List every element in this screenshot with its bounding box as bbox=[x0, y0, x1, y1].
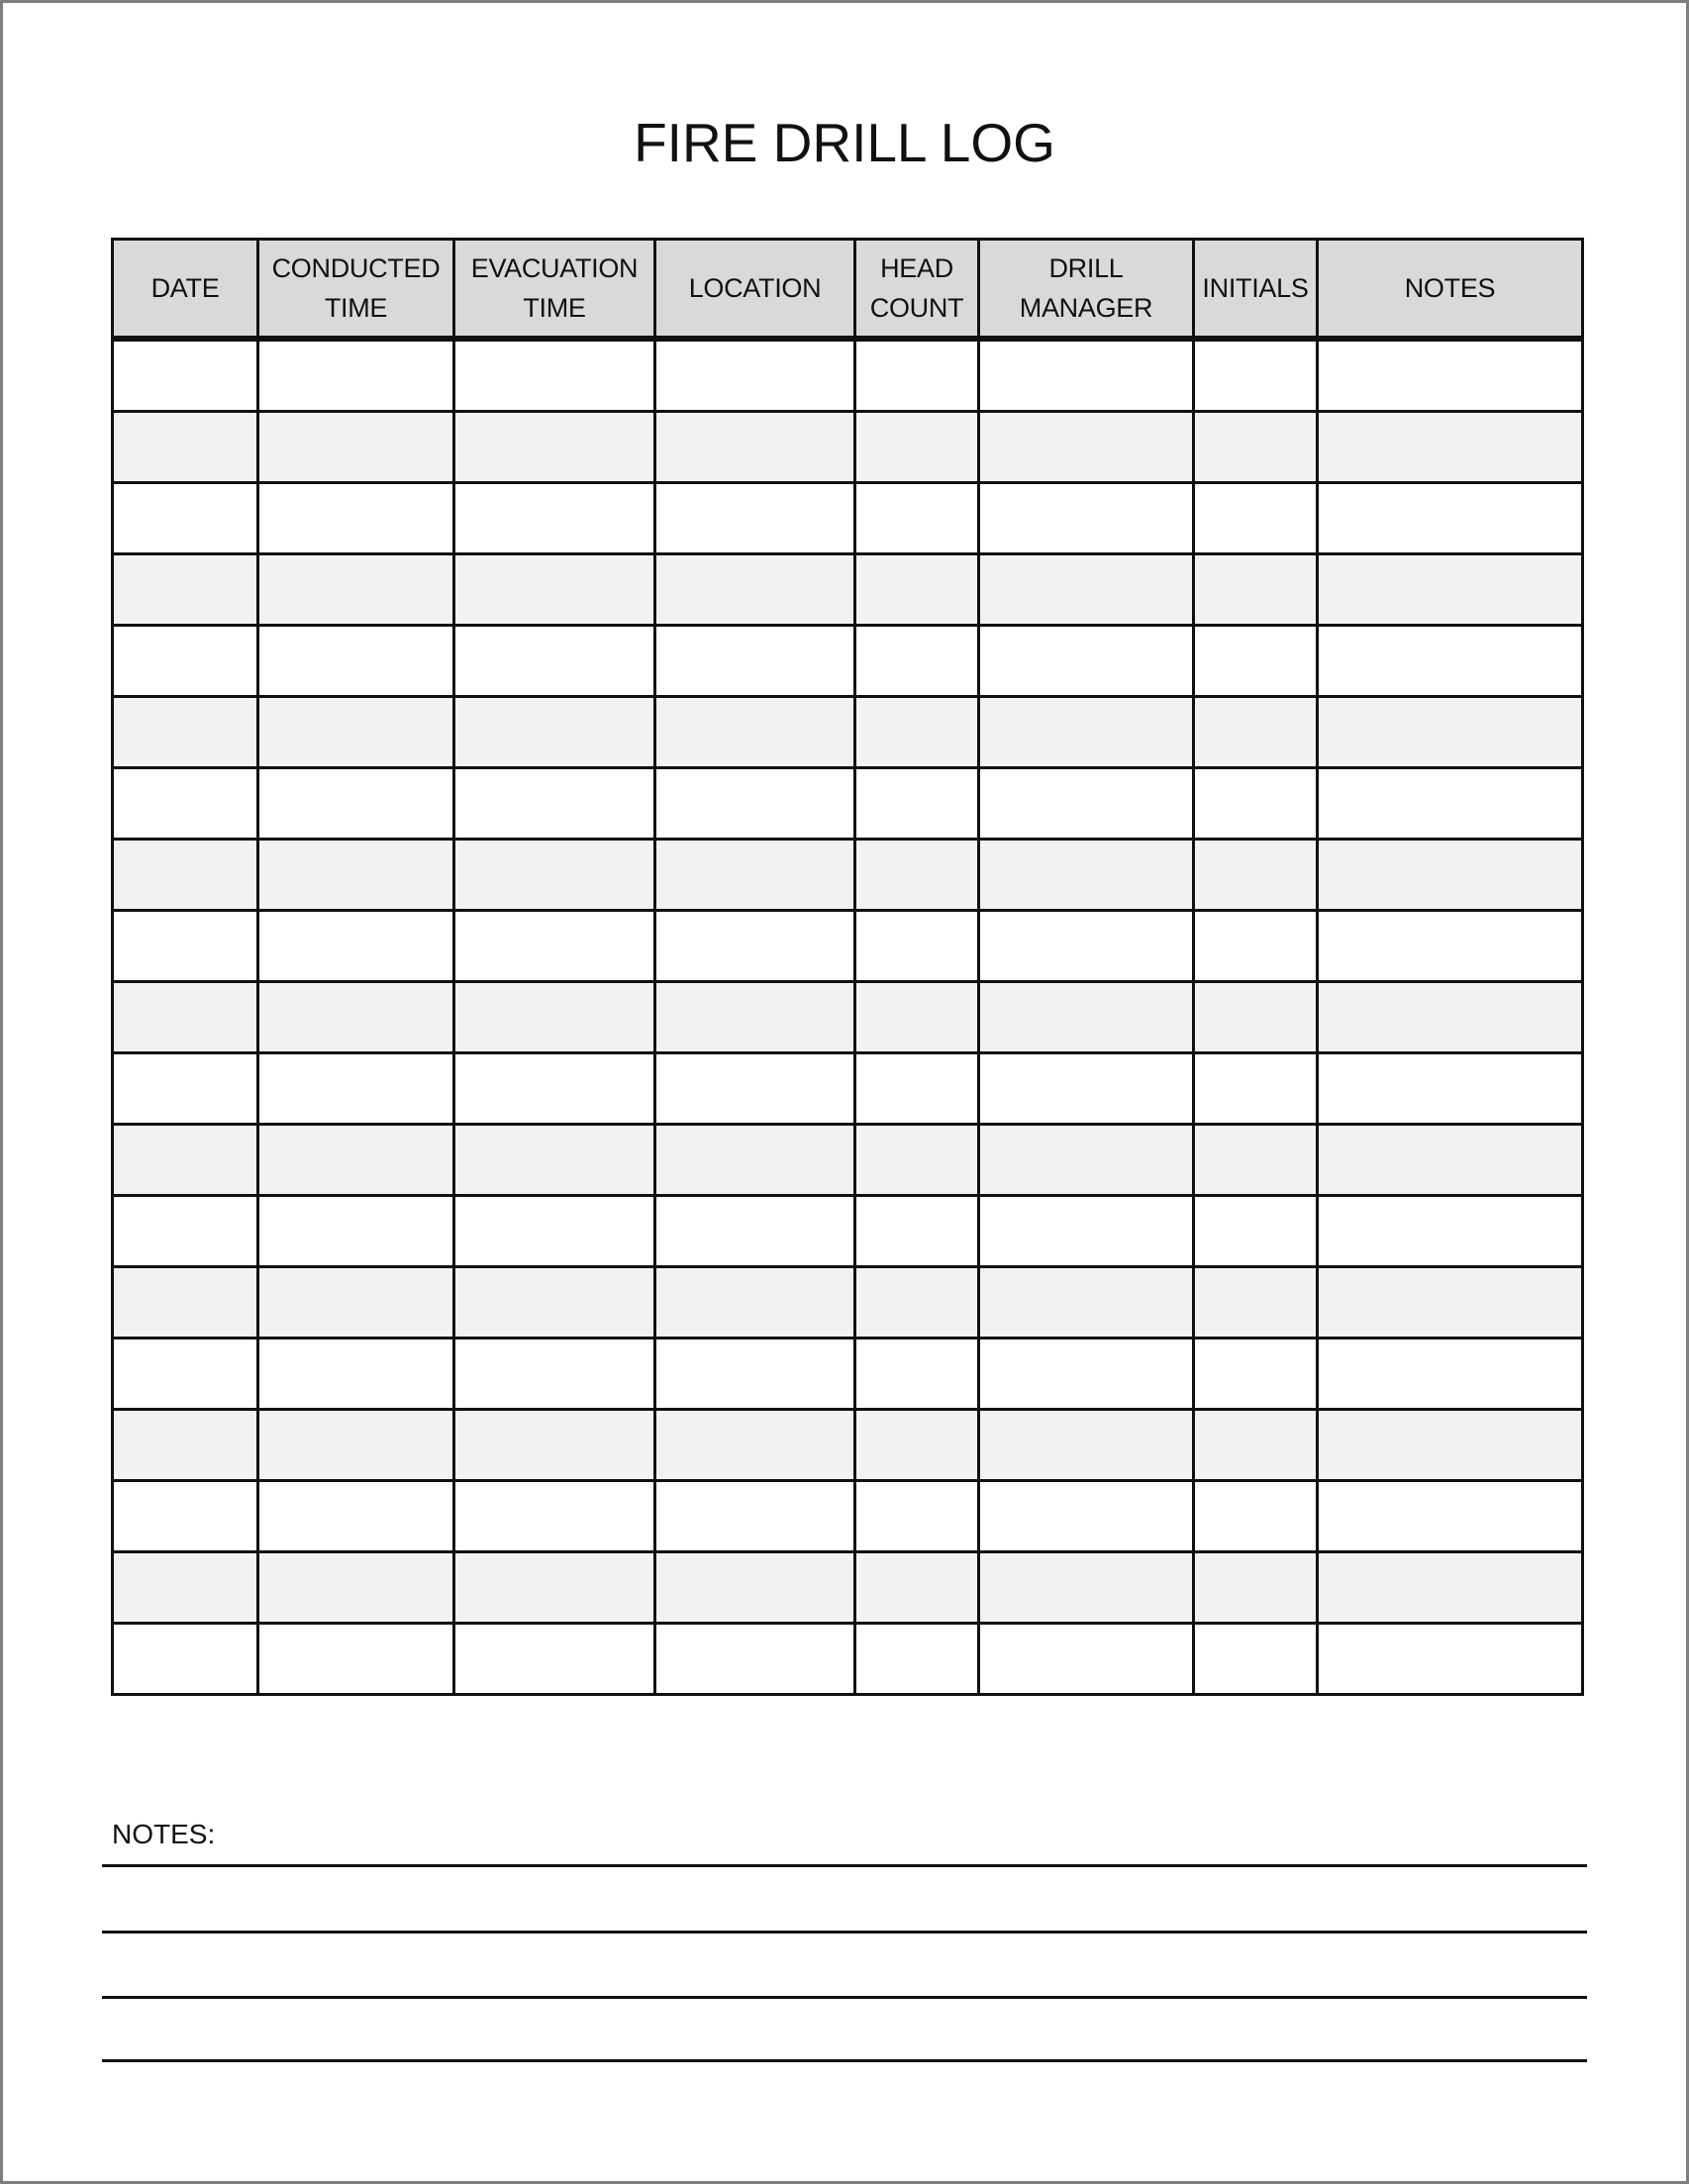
table-cell-initials[interactable] bbox=[1194, 697, 1318, 768]
table-cell-conducted[interactable] bbox=[258, 768, 454, 840]
column-header-label: INITIALS bbox=[1202, 273, 1309, 303]
table-cell-head[interactable] bbox=[855, 554, 979, 626]
table-cell-head[interactable] bbox=[855, 483, 979, 554]
table-cell-notes[interactable] bbox=[1318, 982, 1583, 1053]
table-cell-date[interactable] bbox=[113, 911, 258, 982]
table-row bbox=[113, 554, 1583, 626]
table-cell-drill[interactable] bbox=[979, 697, 1194, 768]
table-row bbox=[113, 1267, 1583, 1339]
table-cell-conducted[interactable] bbox=[258, 1552, 454, 1624]
fire-drill-log-table bbox=[111, 238, 1584, 1696]
table-cell-date[interactable] bbox=[113, 697, 258, 768]
column-header-label: NOTES bbox=[1404, 273, 1496, 303]
table-cell-location[interactable] bbox=[655, 840, 855, 911]
table-cell-initials[interactable] bbox=[1194, 483, 1318, 554]
table-cell-notes[interactable] bbox=[1318, 1267, 1583, 1339]
table-cell-location[interactable] bbox=[655, 982, 855, 1053]
table-row bbox=[113, 412, 1583, 483]
table-cell-head[interactable] bbox=[855, 339, 979, 412]
table-cell-head[interactable] bbox=[855, 911, 979, 982]
table-cell-head[interactable] bbox=[855, 1053, 979, 1125]
table-cell-date[interactable] bbox=[113, 982, 258, 1053]
table-cell-head[interactable] bbox=[855, 768, 979, 840]
notes-label: NOTES: bbox=[112, 1819, 216, 1849]
table-cell-location[interactable] bbox=[655, 554, 855, 626]
table-cell-conducted[interactable] bbox=[258, 911, 454, 982]
table-cell-location[interactable] bbox=[655, 1410, 855, 1481]
table-cell-location[interactable] bbox=[655, 626, 855, 697]
table-cell-date[interactable] bbox=[113, 840, 258, 911]
column-header-conducted bbox=[258, 240, 454, 340]
column-header-label-line2: MANAGER bbox=[1019, 293, 1153, 323]
table-cell-location[interactable] bbox=[655, 483, 855, 554]
table-cell-location[interactable] bbox=[655, 1196, 855, 1267]
notes-write-line[interactable] bbox=[102, 1864, 1587, 1867]
table-cell-location[interactable] bbox=[655, 768, 855, 840]
table-cell-evacuation[interactable] bbox=[454, 483, 655, 554]
table-cell-location[interactable] bbox=[655, 911, 855, 982]
table-cell-location[interactable] bbox=[655, 412, 855, 483]
column-header-label-line2: TIME bbox=[523, 293, 586, 323]
column-header-drill bbox=[979, 240, 1194, 340]
table-row bbox=[113, 1624, 1583, 1695]
table-cell-notes[interactable] bbox=[1318, 1624, 1583, 1695]
table-row bbox=[113, 1552, 1583, 1624]
notes-write-line[interactable] bbox=[102, 2059, 1587, 2062]
table-cell-initials[interactable] bbox=[1194, 768, 1318, 840]
notes-write-line[interactable] bbox=[102, 1931, 1587, 1934]
table-cell-notes[interactable] bbox=[1318, 1552, 1583, 1624]
column-header-label: EVACUATION bbox=[470, 253, 639, 283]
table-cell-evacuation[interactable] bbox=[454, 1267, 655, 1339]
table-cell-evacuation[interactable] bbox=[454, 339, 655, 412]
table-cell-date[interactable] bbox=[113, 554, 258, 626]
table-cell-drill[interactable] bbox=[979, 1552, 1194, 1624]
table-row bbox=[113, 1481, 1583, 1552]
table-cell-location[interactable] bbox=[655, 1552, 855, 1624]
table-cell-location[interactable] bbox=[655, 1125, 855, 1196]
table-cell-head[interactable] bbox=[855, 1339, 979, 1410]
table-cell-date[interactable] bbox=[113, 1552, 258, 1624]
table-row bbox=[113, 483, 1583, 554]
column-header-date bbox=[113, 240, 258, 340]
table-cell-notes[interactable] bbox=[1318, 911, 1583, 982]
table-cell-date[interactable] bbox=[113, 1196, 258, 1267]
table-cell-drill[interactable] bbox=[979, 1481, 1194, 1552]
table-cell-initials[interactable] bbox=[1194, 412, 1318, 483]
table-cell-head[interactable] bbox=[855, 412, 979, 483]
table-cell-notes[interactable] bbox=[1318, 1481, 1583, 1552]
table-cell-evacuation[interactable] bbox=[454, 1196, 655, 1267]
table-cell-notes[interactable] bbox=[1318, 1125, 1583, 1196]
table-cell-drill[interactable] bbox=[979, 840, 1194, 911]
table-cell-drill[interactable] bbox=[979, 412, 1194, 483]
table-cell-evacuation[interactable] bbox=[454, 1552, 655, 1624]
table-row bbox=[113, 626, 1583, 697]
table-cell-drill[interactable] bbox=[979, 982, 1194, 1053]
table-cell-evacuation[interactable] bbox=[454, 1624, 655, 1695]
table-cell-initials[interactable] bbox=[1194, 626, 1318, 697]
table-cell-date[interactable] bbox=[113, 1125, 258, 1196]
table-cell-conducted[interactable] bbox=[258, 1125, 454, 1196]
table-cell-evacuation[interactable] bbox=[454, 554, 655, 626]
table-cell-location[interactable] bbox=[655, 1624, 855, 1695]
table-cell-conducted[interactable] bbox=[258, 1053, 454, 1125]
table-cell-notes[interactable] bbox=[1318, 768, 1583, 840]
table-cell-notes[interactable] bbox=[1318, 1053, 1583, 1125]
table-cell-conducted[interactable] bbox=[258, 339, 454, 412]
table-cell-drill[interactable] bbox=[979, 1410, 1194, 1481]
table-cell-conducted[interactable] bbox=[258, 626, 454, 697]
table-cell-evacuation[interactable] bbox=[454, 1339, 655, 1410]
table-cell-notes[interactable] bbox=[1318, 626, 1583, 697]
table-cell-drill[interactable] bbox=[979, 1267, 1194, 1339]
table-cell-evacuation[interactable] bbox=[454, 768, 655, 840]
table-cell-date[interactable] bbox=[113, 483, 258, 554]
table-cell-head[interactable] bbox=[855, 1125, 979, 1196]
table-cell-conducted[interactable] bbox=[258, 1339, 454, 1410]
table-cell-evacuation[interactable] bbox=[454, 1481, 655, 1552]
table-cell-conducted[interactable] bbox=[258, 982, 454, 1053]
table-cell-location[interactable] bbox=[655, 1267, 855, 1339]
table-row bbox=[113, 1339, 1583, 1410]
table-cell-head[interactable] bbox=[855, 1552, 979, 1624]
notes-write-line[interactable] bbox=[102, 1996, 1587, 1999]
table-cell-initials[interactable] bbox=[1194, 1267, 1318, 1339]
table-cell-notes[interactable] bbox=[1318, 412, 1583, 483]
table-cell-date[interactable] bbox=[113, 1481, 258, 1552]
table-cell-initials[interactable] bbox=[1194, 1624, 1318, 1695]
table-cell-evacuation[interactable] bbox=[454, 697, 655, 768]
table-cell-evacuation[interactable] bbox=[454, 412, 655, 483]
table-cell-head[interactable] bbox=[855, 1481, 979, 1552]
table-cell-conducted[interactable] bbox=[258, 1196, 454, 1267]
table-cell-conducted[interactable] bbox=[258, 1624, 454, 1695]
table-cell-head[interactable] bbox=[855, 1196, 979, 1267]
table-cell-location[interactable] bbox=[655, 1481, 855, 1552]
table-cell-initials[interactable] bbox=[1194, 1410, 1318, 1481]
table-cell-date[interactable] bbox=[113, 1624, 258, 1695]
table-cell-evacuation[interactable] bbox=[454, 911, 655, 982]
table-cell-drill[interactable] bbox=[979, 768, 1194, 840]
column-header-label-line2: COUNT bbox=[869, 293, 964, 323]
table-cell-head[interactable] bbox=[855, 1624, 979, 1695]
column-header-label: CONDUCTED bbox=[271, 253, 441, 283]
table-row bbox=[113, 339, 1583, 412]
column-header-notes bbox=[1318, 240, 1583, 340]
column-header-location bbox=[655, 240, 855, 340]
table-cell-drill[interactable] bbox=[979, 1339, 1194, 1410]
table-cell-initials[interactable] bbox=[1194, 339, 1318, 412]
table-row bbox=[113, 1196, 1583, 1267]
table-cell-drill[interactable] bbox=[979, 911, 1194, 982]
table-cell-conducted[interactable] bbox=[258, 554, 454, 626]
table-cell-conducted[interactable] bbox=[258, 1410, 454, 1481]
table-cell-evacuation[interactable] bbox=[454, 1410, 655, 1481]
table-cell-initials[interactable] bbox=[1194, 1481, 1318, 1552]
table-cell-head[interactable] bbox=[855, 626, 979, 697]
column-header-label-line2: TIME bbox=[324, 293, 388, 323]
table-row bbox=[113, 1053, 1583, 1125]
page-title: FIRE DRILL LOG bbox=[634, 112, 1055, 173]
table-row bbox=[113, 1125, 1583, 1196]
table-cell-notes[interactable] bbox=[1318, 339, 1583, 412]
table-cell-date[interactable] bbox=[113, 768, 258, 840]
table-body bbox=[113, 339, 1583, 1695]
table-cell-evacuation[interactable] bbox=[454, 1125, 655, 1196]
table-cell-initials[interactable] bbox=[1194, 982, 1318, 1053]
table-cell-initials[interactable] bbox=[1194, 1196, 1318, 1267]
table-cell-initials[interactable] bbox=[1194, 554, 1318, 626]
table-cell-notes[interactable] bbox=[1318, 1410, 1583, 1481]
table-cell-location[interactable] bbox=[655, 1053, 855, 1125]
table-cell-drill[interactable] bbox=[979, 1125, 1194, 1196]
table-cell-head[interactable] bbox=[855, 697, 979, 768]
table-cell-conducted[interactable] bbox=[258, 1481, 454, 1552]
table-cell-initials[interactable] bbox=[1194, 840, 1318, 911]
table-cell-date[interactable] bbox=[113, 626, 258, 697]
table-cell-drill[interactable] bbox=[979, 1624, 1194, 1695]
table-row bbox=[113, 697, 1583, 768]
table-cell-initials[interactable] bbox=[1194, 1339, 1318, 1410]
table-cell-initials[interactable] bbox=[1194, 1053, 1318, 1125]
table-cell-date[interactable] bbox=[113, 1267, 258, 1339]
table-cell-evacuation[interactable] bbox=[454, 626, 655, 697]
table-cell-initials[interactable] bbox=[1194, 1552, 1318, 1624]
table-row bbox=[113, 911, 1583, 982]
table-row bbox=[113, 982, 1583, 1053]
table-cell-location[interactable] bbox=[655, 697, 855, 768]
table-header-row bbox=[113, 240, 1583, 340]
table-cell-drill[interactable] bbox=[979, 1053, 1194, 1125]
table-cell-date[interactable] bbox=[113, 412, 258, 483]
column-header-label: DRILL bbox=[1048, 253, 1124, 283]
table-cell-conducted[interactable] bbox=[258, 483, 454, 554]
table-cell-date[interactable] bbox=[113, 1410, 258, 1481]
table-row bbox=[113, 1410, 1583, 1481]
table-cell-drill[interactable] bbox=[979, 554, 1194, 626]
table-cell-drill[interactable] bbox=[979, 1196, 1194, 1267]
table-cell-evacuation[interactable] bbox=[454, 982, 655, 1053]
table-cell-head[interactable] bbox=[855, 1410, 979, 1481]
table-cell-location[interactable] bbox=[655, 339, 855, 412]
column-header-head bbox=[855, 240, 979, 340]
table-cell-drill[interactable] bbox=[979, 626, 1194, 697]
table-cell-date[interactable] bbox=[113, 1339, 258, 1410]
table-cell-initials[interactable] bbox=[1194, 911, 1318, 982]
table-cell-head[interactable] bbox=[855, 840, 979, 911]
table-row bbox=[113, 840, 1583, 911]
table-cell-date[interactable] bbox=[113, 1053, 258, 1125]
table-cell-location[interactable] bbox=[655, 1339, 855, 1410]
column-header-initials bbox=[1194, 240, 1318, 340]
table-cell-notes[interactable] bbox=[1318, 483, 1583, 554]
table-cell-drill[interactable] bbox=[979, 483, 1194, 554]
table-cell-conducted[interactable] bbox=[258, 1267, 454, 1339]
table-cell-notes[interactable] bbox=[1318, 1339, 1583, 1410]
column-header-label: LOCATION bbox=[688, 273, 822, 303]
table-cell-conducted[interactable] bbox=[258, 412, 454, 483]
column-header-evacuation bbox=[454, 240, 655, 340]
table-cell-notes[interactable] bbox=[1318, 697, 1583, 768]
table-cell-drill[interactable] bbox=[979, 339, 1194, 412]
column-header-label: DATE bbox=[150, 273, 220, 303]
table-cell-evacuation[interactable] bbox=[454, 840, 655, 911]
table-cell-notes[interactable] bbox=[1318, 840, 1583, 911]
table-cell-conducted[interactable] bbox=[258, 840, 454, 911]
table-cell-initials[interactable] bbox=[1194, 1125, 1318, 1196]
table-cell-date[interactable] bbox=[113, 339, 258, 412]
table-cell-conducted[interactable] bbox=[258, 697, 454, 768]
table-row bbox=[113, 768, 1583, 840]
column-header-label: HEAD bbox=[880, 253, 953, 283]
table-cell-notes[interactable] bbox=[1318, 554, 1583, 626]
table-cell-head[interactable] bbox=[855, 1267, 979, 1339]
table-cell-head[interactable] bbox=[855, 982, 979, 1053]
table-cell-evacuation[interactable] bbox=[454, 1053, 655, 1125]
table-cell-notes[interactable] bbox=[1318, 1196, 1583, 1267]
